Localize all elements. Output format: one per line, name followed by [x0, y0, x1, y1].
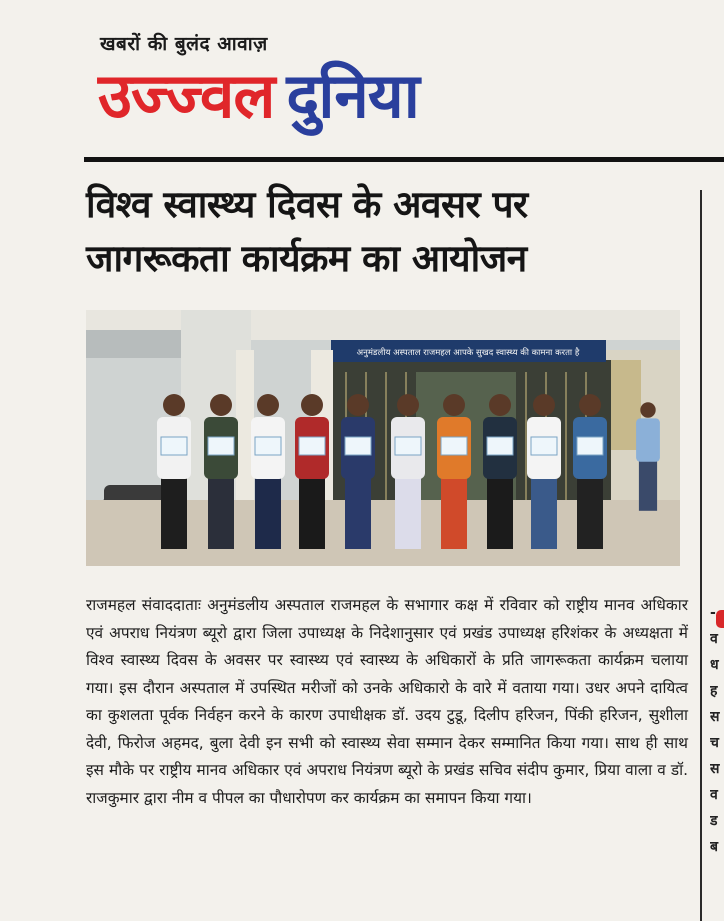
certificate: [345, 437, 371, 455]
logo-word-ujjwal: उज्ज्वल: [98, 59, 275, 132]
certificate: [208, 437, 234, 455]
certificate: [487, 437, 513, 455]
certificate: [441, 437, 467, 455]
hospital-banner-text: अनुमंडलीय अस्पताल राजमहल आपके सुखद स्वास्थ्य की कामना करता है: [356, 348, 580, 358]
article-headline: [86, 178, 686, 286]
certificate: [161, 437, 187, 455]
adjacent-letter: व: [710, 631, 718, 647]
person: [527, 394, 561, 549]
certificate: [531, 437, 557, 455]
adjacent-letter: स: [710, 761, 720, 777]
article-photo: [86, 310, 680, 566]
headline-line-2: जागरूकता कार्यक्रम का आयोजन: [86, 237, 527, 280]
person: [251, 394, 285, 549]
person: [204, 394, 238, 549]
certificate: [299, 437, 325, 455]
people-group: [157, 394, 660, 549]
person: [437, 394, 471, 549]
certificate: [255, 437, 281, 455]
adjacent-letter: ड: [710, 813, 718, 829]
article-body: राजमहल संवाददाताः अनुमंडलीय अस्पताल राजमहल के सभागार कक्ष में रविवार को राष्ट्रीय मानव अधिकार एवं अपराध नियंत्रण ब्यूरो द्वारा जिला उपाध्यक्ष के निदेशानुसार एवं प्रखंड उपाध्यक्ष हरिशंकर के अध्यक्षता में विश्व स्वास्थ्य दिवस के अवसर पर स्वास्थ्य एवं स्वास्थ्य के अधिकारों के प्रति जागरूकता कार्यक्रम चलाया गया। इस दौरान अस्पताल में उपस्थित मरीजों को उनके अधिकारो के वारे में वताया गया। उधर अपने दायित्व का कुशलता पूर्वक निर्वहन करने के कारण उपाधीक्षक डॉ. उदय टुडू, दिलीप हरिजन, पिंकी हरिजन, सुशीला देवी, फिरोज अहमद, बुला देवी इन सभी को स्वास्थ्य सेवा सम्मान देकर सम्मानित किया गया। साथ ही साथ इस मौके पर राष्ट्रीय मानव अधिकार एवं अपराध नियंत्रण ब्यूरो के प्रखंड सचिव संदीप कुमार, प्रिया वाला व डॉ. राजकुमार द्वारा नीम व पीपल का पौधारोपण कर कार्यक्रम का समापन किया गया।: [86, 596, 688, 807]
adjacent-letter: स: [710, 709, 720, 725]
adjacent-letter: ब: [710, 839, 718, 855]
masthead: [100, 30, 520, 140]
group-photo-illustration: [86, 310, 680, 566]
certificate: [577, 437, 603, 455]
adjacent-letter: व: [710, 787, 718, 803]
adjacent-letter: च: [710, 735, 719, 751]
person: [341, 394, 375, 549]
masthead-tagline: खबरों की बुलंद आवाज़: [100, 33, 268, 55]
logo-word-duniya: दुनिया: [286, 59, 419, 132]
next-headline-fragment: [86, 906, 686, 921]
person: [636, 402, 660, 511]
adjacent-letter: -: [710, 605, 716, 621]
person: [295, 394, 329, 549]
adjacent-letter: ह: [710, 683, 718, 699]
certificate: [395, 437, 421, 455]
person: [157, 394, 191, 549]
adjacent-letter: ध: [710, 657, 719, 673]
newspaper-logo: [98, 56, 419, 136]
person: [391, 394, 425, 549]
masthead-divider: [84, 157, 724, 162]
headline-line-1: विश्व स्वास्थ्य दिवस के अवसर पर: [86, 183, 528, 226]
person: [573, 394, 607, 549]
person: [483, 394, 517, 549]
adjacent-article-fragment: [710, 600, 724, 860]
